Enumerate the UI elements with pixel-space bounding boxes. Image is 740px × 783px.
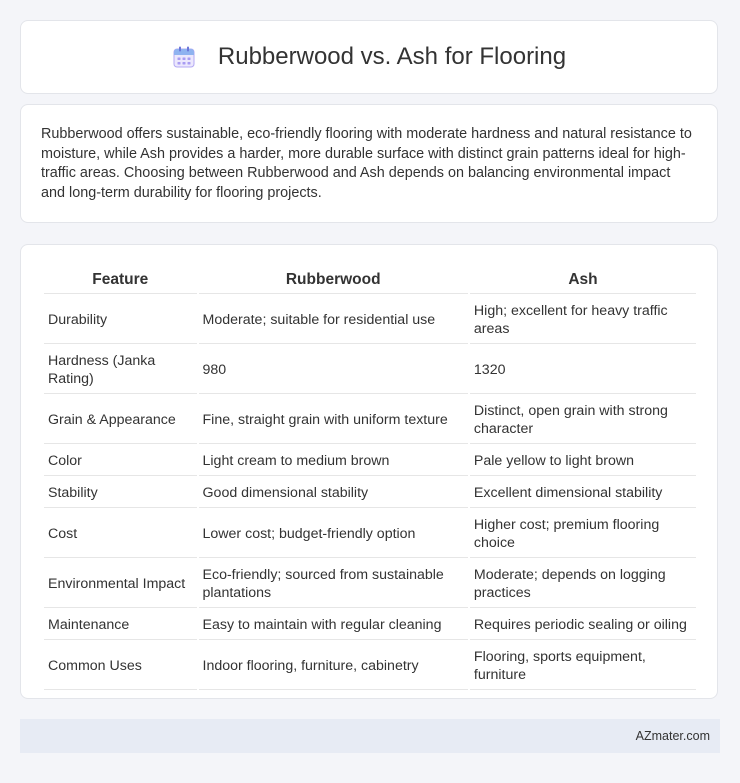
- table-header-row: [44, 267, 696, 294]
- table-row: [44, 510, 696, 558]
- row-ash: Pale yellow to light brown: [470, 446, 696, 476]
- row-ash: Higher cost; premium flooring choice: [470, 510, 696, 558]
- row-rubberwood: Fine, straight grain with uniform texture: [199, 396, 468, 444]
- row-feature: Environmental Impact: [44, 560, 197, 608]
- row-ash: High; excellent for heavy traffic areas: [470, 296, 696, 344]
- page-title: Rubberwood vs. Ash for Flooring: [217, 43, 567, 70]
- row-rubberwood: Moderate; suitable for residential use: [199, 296, 468, 344]
- intro-card: [20, 104, 718, 223]
- table-row: [44, 642, 696, 690]
- row-rubberwood: Light cream to medium brown: [199, 446, 468, 476]
- header-rubberwood: Rubberwood: [199, 267, 468, 294]
- row-rubberwood: Easy to maintain with regular cleaning: [199, 610, 468, 640]
- row-ash: Distinct, open grain with strong character: [470, 396, 696, 444]
- row-rubberwood: 980: [199, 346, 468, 394]
- row-feature: Common Uses: [44, 642, 197, 690]
- comparison-card: [20, 244, 718, 699]
- row-ash: Excellent dimensional stability: [470, 478, 696, 508]
- table-row: [44, 446, 696, 476]
- table-row: [44, 396, 696, 444]
- footer-brand[interactable]: AZmater.com: [635, 729, 710, 743]
- row-rubberwood: Good dimensional stability: [199, 478, 468, 508]
- row-feature: Hardness (Janka Rating): [44, 346, 197, 394]
- row-rubberwood: Indoor flooring, furniture, cabinetry: [199, 642, 468, 690]
- comparison-table: [42, 265, 698, 692]
- row-feature: Color: [44, 446, 197, 476]
- title-card: [20, 20, 718, 94]
- row-feature: Cost: [44, 510, 197, 558]
- row-ash: 1320: [470, 346, 696, 394]
- row-feature: Durability: [44, 296, 197, 344]
- table-row: [44, 560, 696, 608]
- row-ash: Moderate; depends on logging practices: [470, 560, 696, 608]
- table-row: [44, 610, 696, 640]
- header-ash: Ash: [470, 267, 696, 294]
- row-ash: Flooring, sports equipment, furniture: [470, 642, 696, 690]
- table-row: [44, 478, 696, 508]
- row-feature: Maintenance: [44, 610, 197, 640]
- table-row: [44, 346, 696, 394]
- calendar-icon: [172, 45, 196, 69]
- row-ash: Requires periodic sealing or oiling: [470, 610, 696, 640]
- table-row: [44, 296, 696, 344]
- row-feature: Grain & Appearance: [44, 396, 197, 444]
- row-feature: Stability: [44, 478, 197, 508]
- intro-text: Rubberwood offers sustainable, eco-friendly flooring with moderate hardness and natural resistance to moisture, while Ash provides a harder, more durable surface with distinct grain patterns ideal for high-traffic areas. Choosing between Rubberwood and Ash depends on balancing environmental impact and long-term durability for flooring projects.: [41, 126, 692, 201]
- footer: [20, 719, 720, 753]
- row-rubberwood: Eco-friendly; sourced from sustainable plantations: [199, 560, 468, 608]
- row-rubberwood: Lower cost; budget-friendly option: [199, 510, 468, 558]
- header-feature: Feature: [44, 267, 197, 294]
